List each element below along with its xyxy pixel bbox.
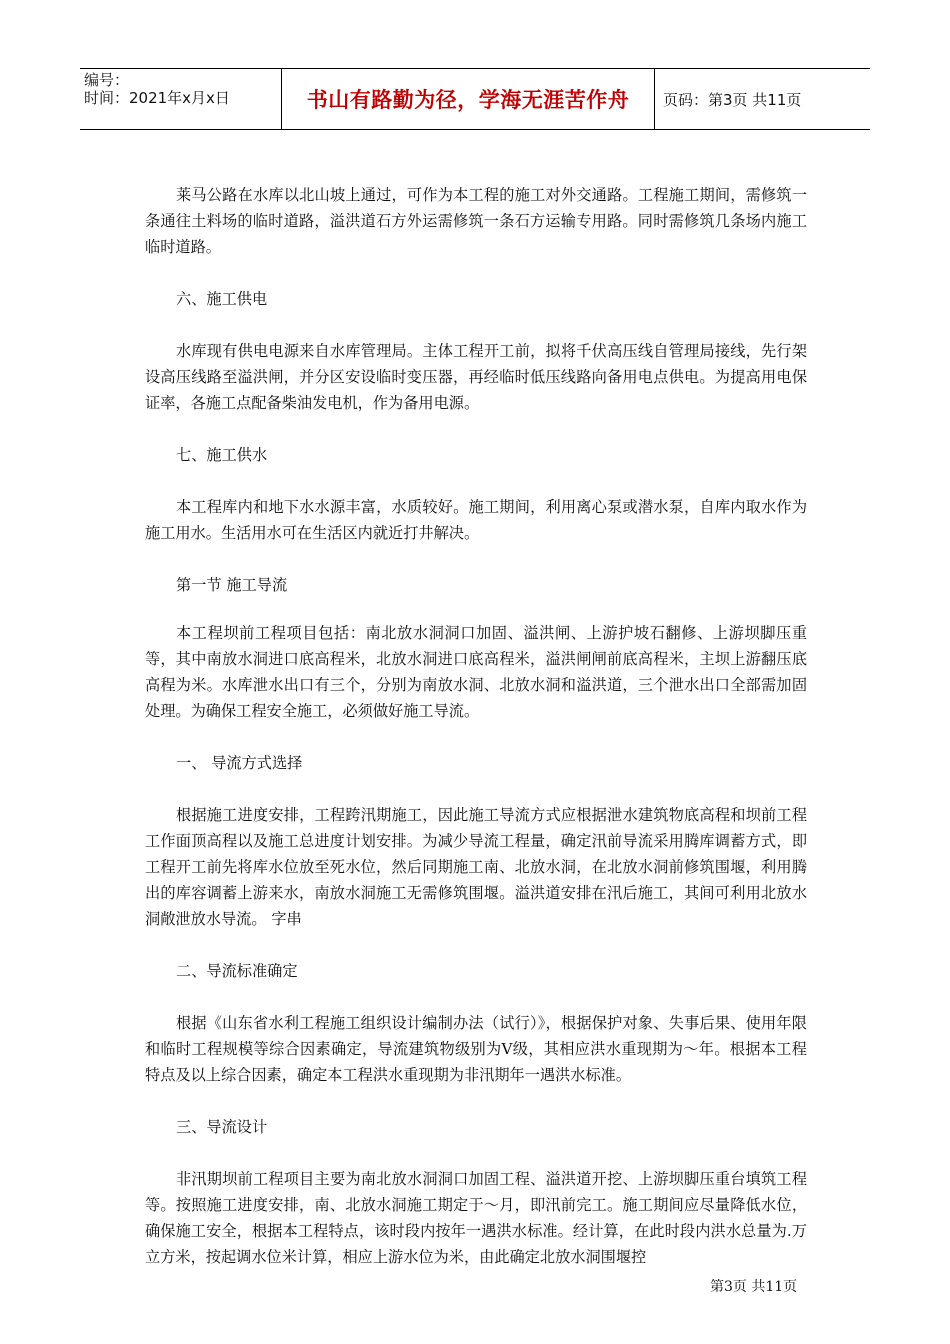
paragraph-traffic: 莱马公路在水库以北山坡上通过，可作为本工程的施工对外交通路。工程施工期间，需修筑一条通往土料场的临时道路，溢洪道石方外运需修筑一条石方运输专用路。同时需修筑几条场内施工临时道路。 bbox=[145, 186, 807, 256]
paragraph-diversion-method: 根据施工进度安排，工程跨汛期施工，因此施工导流方式应根据泄水建筑物底高程和坝前工程工作面顶高程以及施工总进度计划安排。为减少导流工程量，确定汛前导流采用腾库调蓄方式，即工程开工前先将库水位放至死水位，然后同期施工南、北放水洞，在北放水洞前修筑围堰，利用腾出的库容调蓄上游来水，南放水洞施工无需修筑围堰。溢洪道安排在汛后施工，其间可利用北放水洞敞泄放水导流。 字串 bbox=[145, 806, 807, 928]
page-header bbox=[80, 68, 870, 130]
subheading-diversion-design: 三、导流设计 bbox=[176, 1118, 268, 1136]
footer-page-number: 第3页 共11页 bbox=[710, 1279, 798, 1295]
header-meta bbox=[80, 69, 282, 129]
section-heading-diversion: 第一节 施工导流 bbox=[176, 576, 288, 594]
header-motto: 书山有路勤为径，学海无涯苦作舟 bbox=[306, 88, 630, 112]
section-heading-water: 七、施工供水 bbox=[176, 446, 268, 464]
document-body bbox=[145, 182, 807, 1296]
paragraph-diversion-design: 非汛期坝前工程项目主要为南北放水洞洞口加固工程、溢洪道开挖、上游坝脚压重台填筑工程等。按照施工进度安排，南、北放水洞施工期定于～月，即汛前完工。施工期间应尽量降低水位，确保施工安全，根据本工程特点，该时段内按年一遇洪水标准。经计算，在此时段内洪水总量为.万立方米，按起调水位米计算，相应上游水位为米，由此确定北放水洞围堰控 bbox=[145, 1170, 807, 1266]
paragraph-power: 水库现有供电电源来自水库管理局。主体工程开工前，拟将千伏高压线自管理局接线，先行架设高压线路至溢洪闸，并分区安设临时变压器，再经临时低压线路向备用电点供电。为提高用电保证率，各施工点配备柴油发电机，作为备用电源。 bbox=[145, 342, 807, 412]
document-number-label: 编号： bbox=[84, 71, 130, 89]
paragraph-diversion-standard: 根据《山东省水利工程施工组织设计编制办法（试行）》，根据保护对象、失事后果、使用年限和临时工程规模等综合因素确定，导流建筑物级别为Ⅴ级，其相应洪水重现期为～年。根据本工程特点及以上综合因素，确定本工程洪水重现期为非汛期年一遇洪水标准。 bbox=[145, 1014, 807, 1084]
paragraph-diversion: 本工程坝前工程项目包括：南北放水洞洞口加固、溢洪闸、上游护坡石翻修、上游坝脚压重等，其中南放水洞进口底高程米，北放水洞进口底高程米，溢洪闸闸前底高程米，主坝上游翻压底高程为米。水库泄水出口有三个，分别为南放水洞、北放水洞和溢洪道，三个泄水出口全部需加固处理。为确保工程安全施工，必须做好施工导流。 bbox=[145, 624, 807, 720]
paragraph-water: 本工程库内和地下水水源丰富，水质较好。施工期间，利用离心泵或潜水泵，自库内取水作为施工用水。生活用水可在生活区内就近打井解决。 bbox=[145, 498, 807, 542]
subheading-diversion-standard: 二、导流标准确定 bbox=[176, 962, 298, 980]
header-page-number: 页码：第3页 共11页 bbox=[663, 90, 802, 109]
section-heading-power: 六、施工供电 bbox=[176, 290, 268, 308]
header-motto-cell bbox=[282, 69, 655, 129]
document-date: 时间：2021年x月x日 bbox=[84, 89, 230, 107]
subheading-diversion-method: 一、 导流方式选择 bbox=[176, 754, 303, 772]
